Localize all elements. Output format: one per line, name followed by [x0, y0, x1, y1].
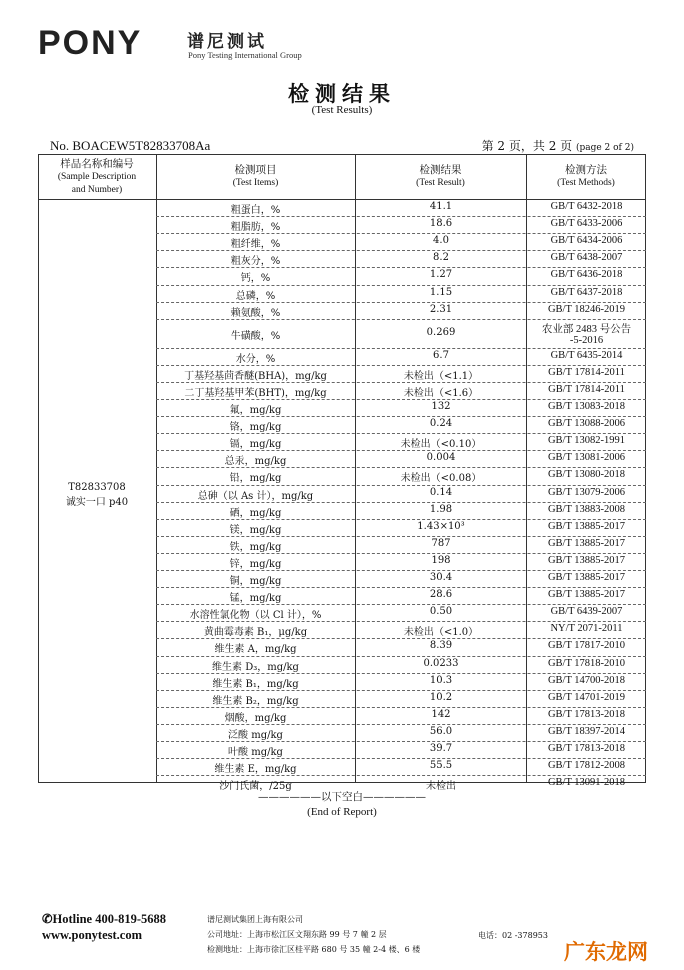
row-separator: [156, 587, 646, 588]
end-of-report-cn: ——————以下空白——————: [258, 791, 426, 803]
test-method: GB/T 13081-2006: [547, 452, 626, 464]
row-separator: [156, 502, 646, 503]
header-divider: [38, 199, 646, 200]
test-result: 1.15: [429, 286, 453, 298]
row-separator: [156, 382, 646, 383]
test-method: GB/T 17813-2018: [547, 743, 626, 754]
row-separator: [156, 302, 646, 303]
test-item: 硒，mg/kg: [229, 507, 282, 519]
test-method: GB/T 13883-2008: [547, 503, 626, 515]
test-method: GB/T 13885-2017: [547, 589, 626, 601]
test-method: 农业部 2483 号公告: [541, 323, 632, 335]
row-separator: [156, 604, 646, 605]
page-indicator-cn: 第 2 页，共 2 页: [481, 139, 573, 153]
test-item: 钙，%: [240, 273, 271, 285]
test-result: 4.0: [433, 235, 449, 247]
test-method: GB/T 13083-2018: [547, 401, 626, 412]
row-separator: [156, 741, 646, 742]
test-method-continued: -5-2016: [569, 334, 604, 346]
test-method: GB/T 13082-1991: [547, 435, 626, 447]
test-method: GB/T 13885-2017: [547, 520, 626, 532]
test-result: 55.5: [429, 760, 453, 772]
test-item: 维生素 A，mg/kg: [214, 644, 297, 656]
row-separator: [156, 285, 646, 286]
footer-test-address: 检测地址：上海市徐汇区桂平路 680 号 35 幢 2-4 楼、6 楼: [207, 945, 421, 954]
test-item: 维生素 B₁，mg/kg: [212, 678, 299, 690]
header-item: [156, 164, 355, 190]
test-result: 28.6: [429, 589, 453, 601]
test-result: 0.14: [429, 486, 453, 498]
test-item: 牛磺酸，%: [230, 330, 281, 342]
test-result: 41.1: [429, 201, 453, 212]
row-separator: [156, 467, 646, 468]
row-separator: [156, 233, 646, 234]
test-item: 维生素 E，mg/kg: [214, 764, 297, 776]
test-result: 未检出（<0.10）: [400, 439, 482, 451]
test-method: GB/T 6439-2007: [550, 606, 623, 618]
page-indicator: [482, 137, 634, 154]
row-separator: [156, 656, 646, 657]
test-method: GB/T 13091-2018: [547, 777, 626, 789]
test-result: 18.6: [429, 218, 453, 230]
row-separator: [156, 433, 646, 434]
header-item-cn: 检测项目: [234, 164, 277, 176]
test-item: 叶酸 mg/kg: [228, 747, 283, 758]
test-result: 0.24: [429, 418, 453, 430]
row-separator: [156, 570, 646, 571]
test-result: 0.0233: [423, 657, 459, 669]
test-result: 0.269: [426, 326, 456, 338]
row-separator: [156, 348, 646, 349]
test-item: 粗脂肪，%: [230, 222, 281, 234]
row-separator: [156, 485, 646, 486]
test-item: 铬，mg/kg: [229, 422, 282, 434]
footer-company: 谱尼测试集团上海有限公司: [207, 915, 303, 924]
footer-address: 公司地址：上海市松江区文翔东路 99 号 7 幢 2 层: [207, 930, 387, 939]
test-result: 6.7: [433, 349, 449, 361]
test-result: 0.50: [429, 606, 453, 618]
test-item: 二丁基羟基甲苯(BHT)，mg/kg: [184, 387, 327, 399]
header-method: [526, 164, 646, 190]
row-separator: [156, 775, 646, 776]
test-item: 铜，mg/kg: [229, 576, 282, 587]
test-result: 1.43×10³: [417, 520, 465, 532]
watermark: 广东龙网: [564, 940, 648, 964]
row-separator: [156, 638, 646, 639]
header-sample-en: (Sample Description: [57, 172, 137, 182]
test-result: 787: [431, 537, 451, 549]
test-method: GB/T 13885-2017: [547, 572, 626, 583]
row-separator: [156, 365, 646, 366]
row-separator: [156, 758, 646, 759]
test-result: 未检出: [426, 781, 456, 793]
test-item: 总磷，%: [235, 290, 276, 302]
brand-chinese: 谱尼测试: [187, 32, 267, 52]
page-title: 检测结果: [288, 81, 396, 106]
test-item: 总砷（以 As 计），mg/kg: [197, 490, 314, 502]
row-separator: [156, 319, 646, 320]
test-item: 镉，mg/kg: [229, 439, 282, 451]
test-item: 总汞，mg/kg: [224, 456, 287, 468]
test-item: 泛酸 mg/kg: [228, 729, 283, 741]
test-method: GB/T 6434-2006: [550, 235, 623, 247]
row-separator: [156, 724, 646, 725]
sample-cell: [38, 480, 156, 510]
header-method-cn: 检测方法: [565, 164, 607, 176]
test-item: 锰，mg/kg: [229, 593, 282, 605]
test-result: 1.98: [429, 503, 453, 515]
test-method: GB/T 13080-2018: [547, 469, 626, 481]
test-method: GB/T 14700-2018: [547, 674, 626, 686]
header-result: [355, 164, 526, 190]
row-separator: [156, 267, 646, 268]
test-method: GB/T 13088-2006: [547, 418, 626, 430]
test-item: 维生素 D₃，mg/kg: [212, 661, 299, 673]
test-method: GB/T 17814-2011: [548, 383, 625, 395]
test-item: 铅，mg/kg: [229, 473, 282, 485]
test-method: GB/T 13885-2017: [547, 554, 626, 566]
header-sample-cn: 样品名称和编号: [60, 158, 134, 170]
test-result: 8.2: [433, 252, 449, 264]
page-indicator-en: (page 2 of 2): [575, 143, 634, 153]
test-item: 烟酸，mg/kg: [224, 712, 287, 724]
test-result: 39.7: [429, 743, 453, 754]
sample-name: 诚实一口 p40: [65, 497, 129, 508]
row-separator: [156, 250, 646, 251]
test-method: GB/T 18246-2019: [547, 303, 626, 315]
test-method: GB/T 17818-2010: [547, 657, 626, 669]
row-separator: [156, 536, 646, 537]
brand-english: Pony Testing International Group: [188, 50, 302, 60]
test-method: GB/T 17817-2010: [547, 640, 626, 652]
test-result: 30.4: [429, 572, 453, 583]
row-separator: [156, 553, 646, 554]
test-result: 未检出（<1.1）: [403, 370, 479, 382]
row-separator: [156, 621, 646, 622]
test-result: 未检出（<0.08）: [400, 473, 482, 485]
test-item: 沙门氏菌，/25g: [219, 781, 292, 793]
test-method: GB/T 13885-2017: [547, 537, 626, 549]
test-result: 132: [431, 401, 451, 412]
test-item: 赖氨酸，%: [230, 307, 281, 319]
test-method: GB/T 13079-2006: [547, 486, 626, 498]
test-method: GB/T 17814-2011: [548, 366, 625, 378]
test-method: GB/T 6435-2014: [550, 349, 623, 361]
test-result: 1.27: [429, 269, 453, 281]
test-item: 镁，mg/kg: [229, 524, 282, 536]
test-result: 8.39: [429, 640, 453, 652]
row-separator: [156, 673, 646, 674]
test-item: 粗蛋白，%: [230, 205, 281, 216]
header-item-en: (Test Items): [232, 178, 279, 188]
test-result: 56.0: [429, 725, 453, 737]
test-item: 粗灰分，%: [230, 256, 281, 268]
sample-id: T82833708: [68, 482, 126, 493]
row-separator: [156, 450, 646, 451]
report-number: No. BOACEW5T82833708Aa: [50, 138, 211, 153]
test-result: 0.004: [426, 452, 456, 464]
test-method: GB/T 6437-2018: [550, 286, 623, 298]
header-sample-en: and Number): [71, 185, 123, 195]
test-item: 锌，mg/kg: [229, 558, 282, 570]
test-item: 氟，mg/kg: [229, 405, 282, 416]
test-method: GB/T 18397-2014: [547, 725, 626, 737]
test-item: 维生素 B₂，mg/kg: [212, 695, 299, 707]
row-separator: [156, 707, 646, 708]
website: www.ponytest.com: [42, 928, 142, 942]
row-separator: [156, 519, 646, 520]
test-result: 10.3: [429, 674, 453, 686]
test-method: GB/T 6432-2018: [550, 201, 623, 212]
hotline: ✆Hotline 400-819-5688: [42, 912, 167, 926]
test-method: GB/T 6438-2007: [550, 252, 623, 264]
test-item: 丁基羟基茴香醚(BHA)，mg/kg: [184, 370, 327, 382]
footer-telephone: 电话：02 -378953: [478, 931, 548, 940]
header-method-en: (Test Methods): [557, 178, 615, 188]
test-result: 142: [431, 708, 451, 720]
test-item: 水分，%: [235, 353, 276, 365]
row-separator: [156, 416, 646, 417]
row-separator: [156, 399, 646, 400]
hotline-text: Hotline 400-819-5688: [52, 912, 167, 926]
header-sample: [38, 158, 156, 197]
test-result: 未检出（<1.0）: [403, 627, 479, 639]
header-result-cn: 检测结果: [419, 164, 462, 176]
test-item: 粗纤维，%: [230, 239, 281, 251]
test-item: 水溶性氯化物（以 Cl 计），%: [189, 610, 322, 622]
test-result: 198: [431, 554, 451, 566]
test-result: 2.31: [429, 303, 453, 315]
row-separator: [156, 216, 646, 217]
test-method: GB/T 17812-2008: [547, 760, 626, 772]
end-cn-text: 以下空白: [321, 791, 363, 803]
test-method: GB/T 17813-2018: [547, 708, 626, 720]
test-result: 未检出（<1.6）: [403, 387, 479, 399]
test-method: GB/T 6436-2018: [550, 269, 623, 281]
header-result-en: (Test Result): [416, 178, 465, 188]
test-method: GB/T 14701-2019: [547, 691, 626, 703]
end-of-report-en: (End of Report): [307, 806, 377, 818]
page-subtitle: (Test Results): [311, 104, 373, 116]
test-method: NY/T 2071-2011: [550, 623, 623, 635]
test-method: GB/T 6433-2006: [550, 218, 623, 230]
pony-logo: PONY: [38, 24, 143, 62]
test-result: 10.2: [429, 691, 453, 703]
test-item: 铁，mg/kg: [229, 541, 282, 553]
row-separator: [156, 690, 646, 691]
test-item: 黄曲霉毒素 B₁，μg/kg: [203, 627, 308, 639]
